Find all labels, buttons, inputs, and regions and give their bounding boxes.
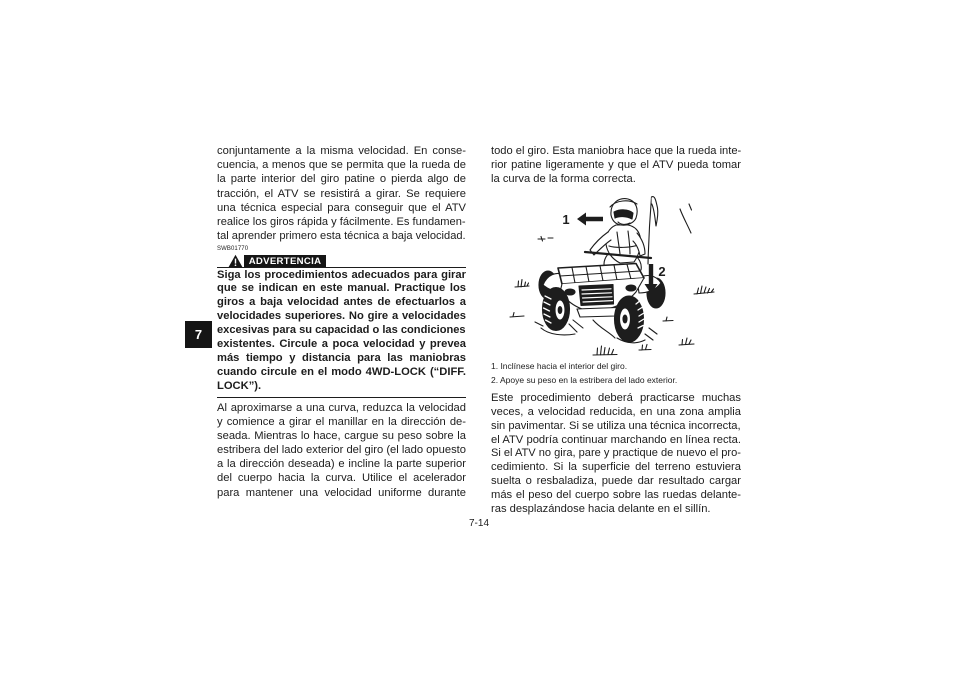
front-bumper: [577, 308, 617, 318]
text-line: y comience a girar el manillar en la dirección de-: [217, 415, 466, 428]
page-number: 7-14: [468, 517, 489, 529]
text-line: la curva de la forma correcta.: [491, 173, 636, 186]
callout-2-label: 2: [658, 264, 666, 279]
warning-line: excesivas para su capacidad o las condiciones: [217, 324, 466, 337]
atv-turning-illustration: [505, 188, 740, 360]
text-line: conjuntamente a la misma velocidad. En conse-: [217, 145, 466, 157]
front-wheel-right: [615, 296, 645, 342]
rider: [590, 199, 645, 270]
text-line: tal aprender primero esta técnica a baja velocidad.: [217, 230, 466, 243]
warning-line: giros a baja velocidad antes de efectuarlos a: [217, 296, 466, 309]
text-line: rior patine ligeramente y que el ATV pueda tomar: [491, 159, 741, 172]
text-line: todo el giro. Esta maniobra hace que la rueda inte-: [491, 145, 742, 157]
front-wheel-left: [543, 288, 570, 331]
text-line: cedimiento. Si la superficie del terreno estuviera: [491, 461, 741, 474]
warning-line: más tiempo y distancia para las maniobras: [217, 351, 466, 364]
warning-reference-code: SWB01770: [217, 245, 249, 252]
text-line: una técnica especial para conseguir que el ATV: [217, 201, 466, 214]
figure-caption-1: 1. Inclínese hacia el interior del giro.: [491, 361, 628, 371]
left-intro-paragraph: [217, 144, 466, 243]
text-line: la parte interior del giro patine o pierda algo de: [217, 173, 466, 186]
text-line: veces, a velocidad reducida, en una zona amplia: [491, 405, 741, 418]
text-line: del cuerpo hacia la curva. Utilice el acelerador: [217, 472, 466, 485]
text-line: sin pavimentar. Si se utiliza una técnica incorrecta,: [491, 419, 741, 432]
warning-line: existentes. Circule a poca velocidad y prevea: [217, 337, 466, 350]
figure-caption-2: 2. Apoye su peso en la estribera del lado exterior.: [491, 375, 678, 385]
arrow-left-icon: [577, 213, 603, 226]
text-line: a la dirección deseada) e incline la parte superior: [217, 458, 466, 471]
text-line: Si el ATV no gira, pare y practique de nuevo el pro-: [491, 447, 741, 460]
warning-line: Siga los procedimientos adecuados para girar: [217, 268, 466, 281]
warning-triangle-icon: [228, 254, 243, 268]
text-line: tracción, el ATV se resistirá a girar. Se requiere: [217, 187, 466, 200]
warning-bottom-rule: [217, 397, 466, 398]
section-tab: 7: [185, 321, 212, 348]
text-line: el ATV podría continuar marchando en línea recta.: [491, 433, 741, 446]
right-body-paragraph: [491, 392, 741, 517]
front-grille: [579, 285, 614, 306]
text-line: realice los giros rápida y fácilmente. Es fundamen-: [217, 215, 466, 228]
text-line: Este procedimiento deberá practicarse muchas: [491, 392, 741, 404]
warning-line: cuando circule en el modo 4WD-LOCK (“DIFF.: [217, 365, 466, 378]
left-body-paragraph: [217, 401, 466, 500]
warning-line: que se indican en este manual. Practique los: [217, 282, 466, 295]
text-line: Al aproximarse a una curva, reduzca la velocidad: [217, 401, 466, 414]
text-line: estribera del lado exterior del giro (el lado opuesto: [217, 444, 466, 457]
text-line: más el peso del cuerpo sobre las ruedas delante-: [491, 488, 741, 501]
headlight-left: [565, 289, 575, 295]
text-line: seada. Mientras lo hace, cargue su peso sobre la: [217, 429, 466, 442]
figure-captions: [491, 359, 741, 387]
rider-helmet: [610, 199, 637, 226]
warning-line: velocidades superiores. No gire a velocidades: [217, 310, 466, 323]
right-intro-paragraph: [491, 144, 741, 187]
headlight-right: [626, 285, 636, 291]
branch-stroke: [680, 204, 692, 233]
callout-1-label: 1: [562, 212, 570, 227]
text-line: cuencia, a menos que se permita que la rueda de: [217, 159, 466, 172]
warning-label: ADVERTENCIA: [244, 255, 326, 268]
safety-whip-flag: [648, 197, 658, 264]
warning-text: [217, 269, 466, 394]
text-line: ras desplazándose hacia delante en el sillín.: [491, 502, 711, 515]
callout-1: [562, 212, 603, 227]
text-line: para mantener una velocidad uniforme durante: [217, 486, 466, 499]
warning-line: LOCK”).: [217, 379, 262, 392]
text-line: suelta o resbaladiza, puede dar resultado cargar: [491, 475, 741, 488]
